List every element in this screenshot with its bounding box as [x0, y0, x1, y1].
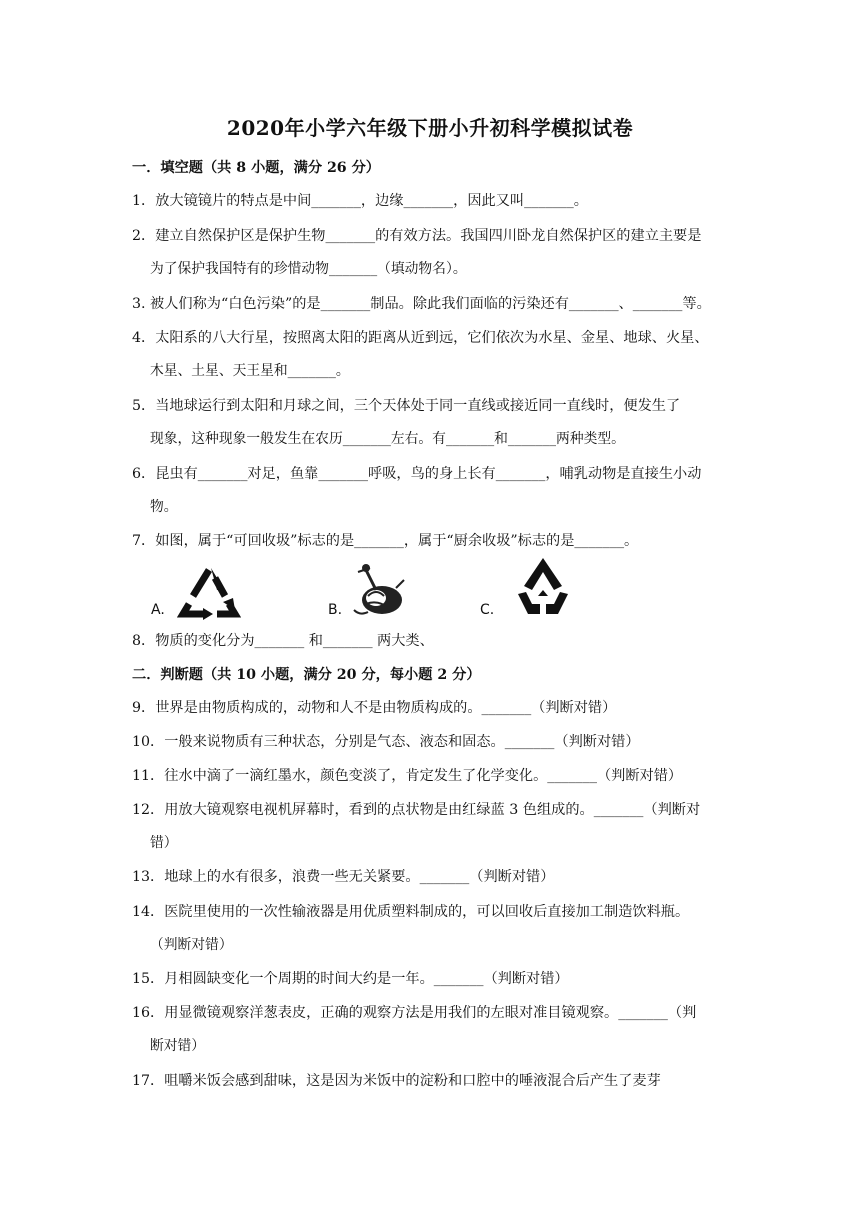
question-2-line-1: 2．建立自然保护区是保护生物_______的有效方法。我国四川卧龙自然保护区的建立主要是 — [132, 228, 702, 244]
question-4-line-2: 木星、土星、天王星和_______。 — [150, 363, 350, 379]
question-16-line-2: 断对错） — [150, 1038, 206, 1054]
question-12-line-1: 12．用放大镜观察电视机屏幕时，看到的点状物是由红绿蓝 3 色组成的。_______（判断对 — [132, 802, 701, 818]
question-6-line-1: 6．昆虫有_______对足，鱼靠_______呼吸，鸟的身上长有_______，哺乳动物是直接生小动 — [132, 466, 702, 482]
question-5-line-1: 5．当地球运行到太阳和月球之间，三个天体处于同一直线或接近同一直线时，便发生了 — [132, 398, 681, 414]
question-14-line-1: 14．医院里使用的一次性输液器是用优质塑料制成的，可以回收后直接加工制造饮料瓶。 — [132, 904, 690, 920]
question-13: 13．地球上的水有很多，浪费一些无关紧要。_______（判断对错） — [132, 869, 555, 885]
question-17: 17．咀嚼米饭会感到甜味，这是因为米饭中的淀粉和口腔中的唾液混合后产生了麦芽 — [132, 1073, 661, 1089]
option-b-label: B. — [328, 602, 343, 618]
page-title: 2020年小学六年级下册小升初科学模拟试卷 — [226, 116, 634, 140]
option-a-label: A. — [151, 602, 165, 618]
question-14-line-2: （判断对错） — [150, 937, 233, 953]
section-heading-fill-in: 一．填空题（共 8 小题，满分 26 分） — [132, 160, 380, 176]
question-4-line-1: 4．太阳系的八大行星，按照离太阳的距离从近到远，它们依次为水星、金星、地球、火星、 — [132, 330, 709, 346]
section-heading-true-false: 二．判断题（共 10 小题，满分 20 分，每小题 2 分） — [132, 667, 481, 683]
question-12-line-2: 错） — [150, 835, 178, 851]
question-3: 3. 被人们称为“白色污染”的是_______制品。除此我们面临的污染还有_______、_______等。 — [132, 296, 711, 312]
kitchen-waste-icon — [346, 560, 408, 620]
question-16-line-1: 16．用显微镜观察洋葱表皮，正确的观察方法是用我们的左眼对准目镜观察。_______（判 — [132, 1005, 697, 1021]
option-c-label: C. — [480, 602, 495, 618]
question-10: 10．一般来说物质有三种状态，分别是气态、液态和固态。_______（判断对错） — [132, 734, 640, 750]
recycle-arrows-icon — [514, 556, 572, 618]
question-11: 11．往水中滴了一滴红墨水，颜色变淡了，肯定发生了化学变化。_______（判断对错） — [132, 768, 683, 784]
question-5-line-2: 现象，这种现象一般发生在农历_______左右。有_______和_______两种类型。 — [150, 431, 625, 447]
question-7: 7．如图，属于“可回收圾”标志的是_______，属于“厨余收圾”标志的是_______。 — [132, 533, 639, 549]
question-8: 8．物质的变化分为_______ 和_______ 两大类、 — [132, 633, 434, 649]
question-9: 9．世界是由物质构成的，动物和人不是由物质构成的。_______（判断对错） — [132, 700, 617, 716]
recycle-triangle-icon — [177, 564, 241, 622]
question-1: 1．放大镜镜片的特点是中间_______，边缘_______，因此又叫_______。 — [132, 193, 588, 209]
question-15: 15．月相圆缺变化一个周期的时间大约是一年。_______（判断对错） — [132, 971, 569, 987]
question-6-line-2: 物。 — [150, 499, 178, 515]
question-2-line-2: 为了保护我国特有的珍惜动物_______（填动物名）。 — [150, 261, 467, 277]
